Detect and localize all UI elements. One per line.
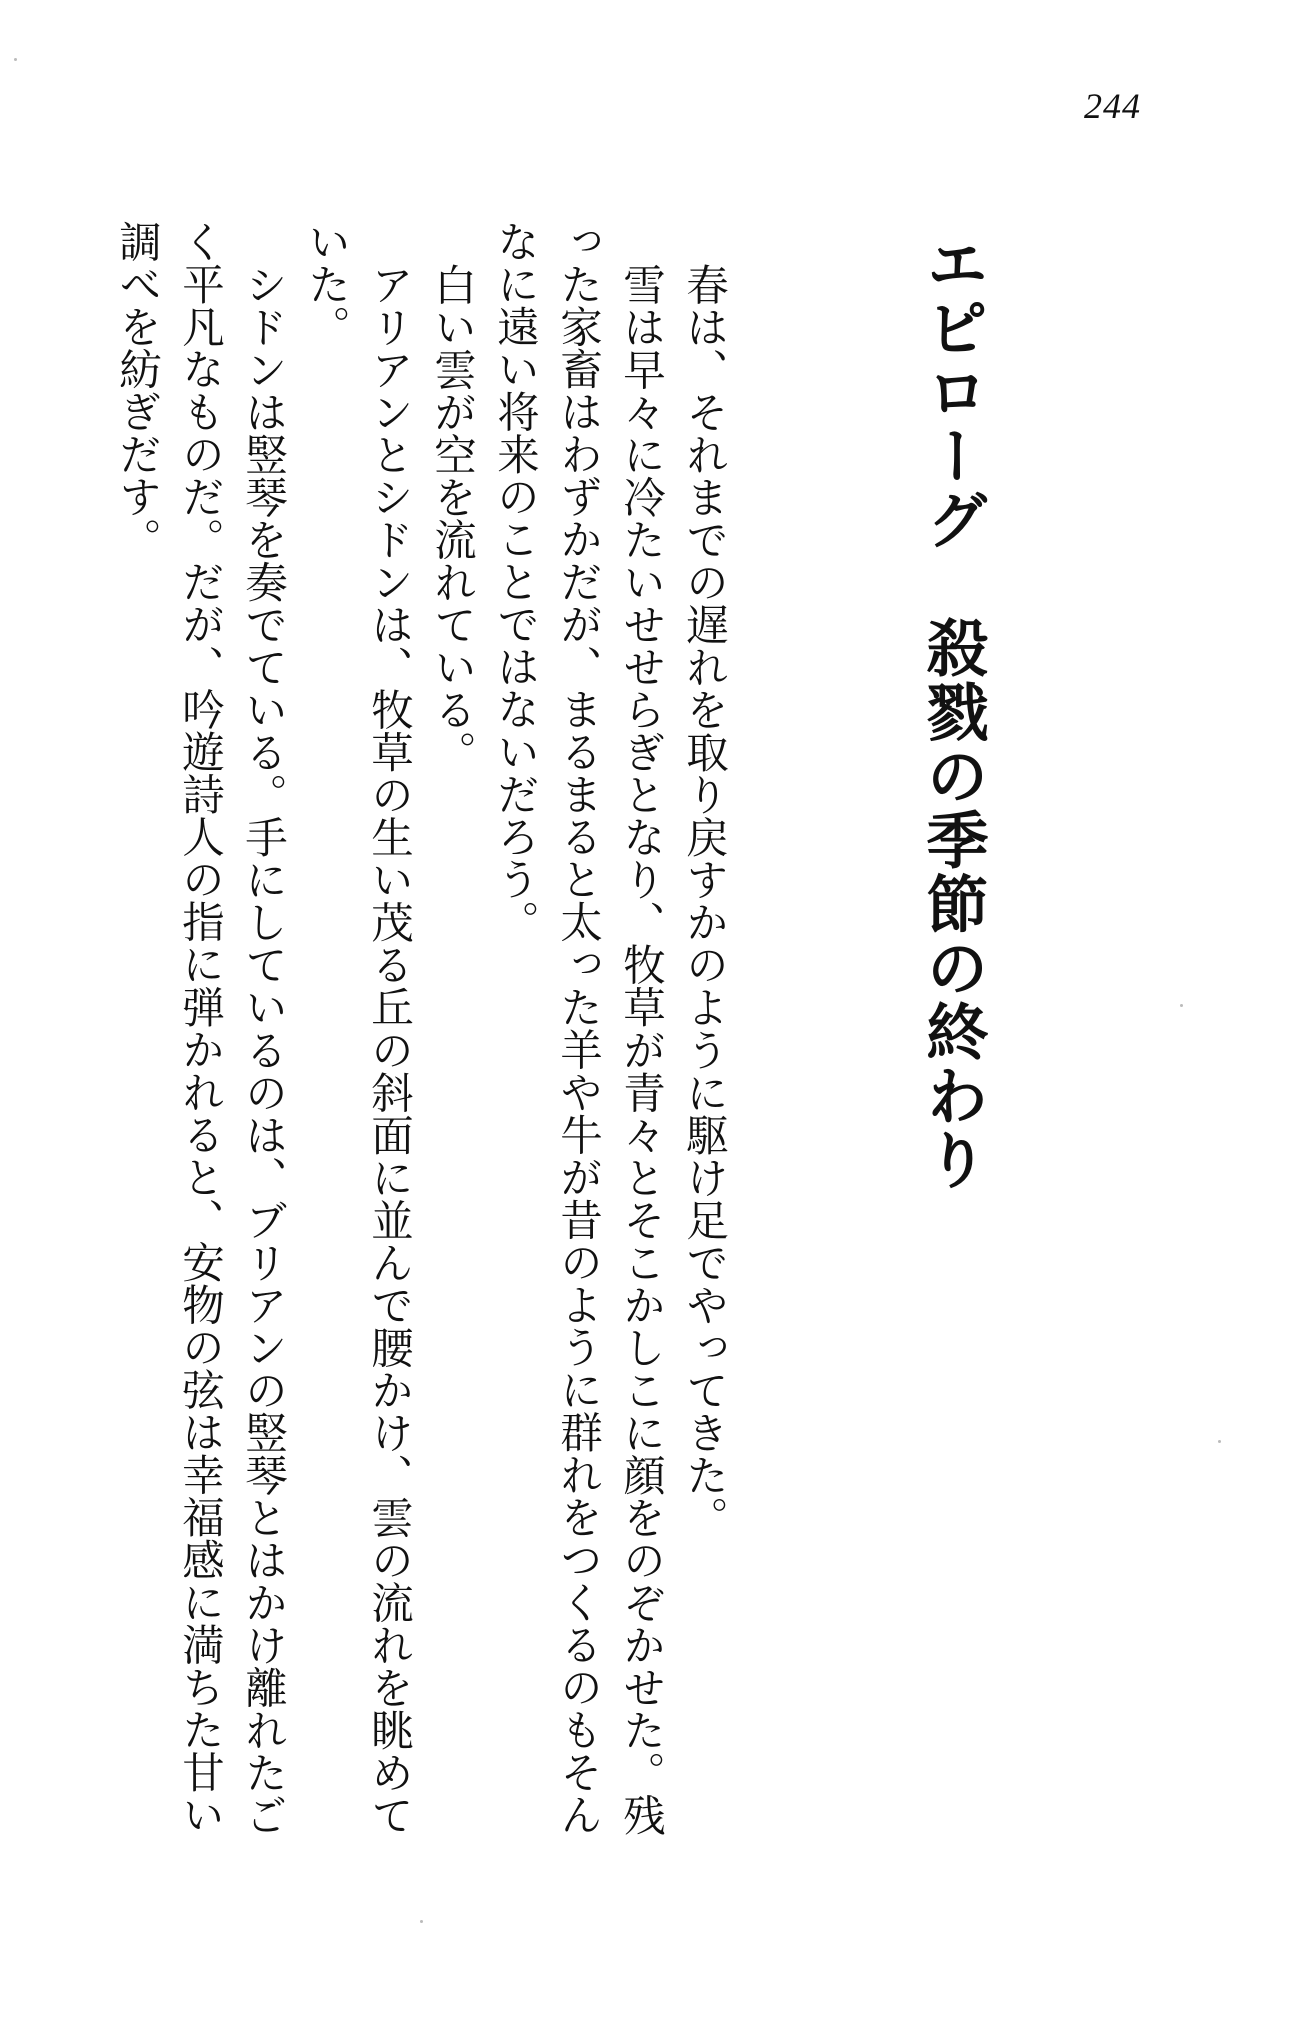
- chapter-title: エピローグ 殺戮の季節の終わり: [916, 232, 989, 1192]
- page-number: 244: [1084, 86, 1141, 126]
- scan-speck: [420, 1920, 423, 1923]
- scan-speck: [14, 58, 17, 61]
- paragraph: 春は、それまでの遅れを取り戻すかのように駆け足でやってきた。: [679, 262, 728, 1539]
- paragraph: シドンは竪琴を奏でている。手にしているのは、ブリアンの竪琴とはかけ離れたごく平凡なものだ。だが、吟遊詩人の指に弾かれると、安物の弦は幸福感に満ちた甘い調べを紡ぎだす。: [112, 220, 287, 1836]
- paragraph: 雪は早々に冷たいせせらぎとなり、牧草が青々とそこかしこに顔をのぞかせた。残った家畜はわずかだが、まるまると太った羊や牛が昔のように群れをつくるのもそんなに遠い将来のことではないだろう。: [490, 220, 665, 1836]
- paragraph: アリアンとシドンは、牧草の生い茂る丘の斜面に並んで腰かけ、雲の流れを眺めていた。: [301, 220, 413, 1836]
- body-text: [105, 220, 735, 1840]
- scan-speck: [1180, 1004, 1183, 1007]
- scan-speck: [1218, 1440, 1221, 1443]
- paragraph: 白い雲が空を流れている。: [427, 262, 476, 773]
